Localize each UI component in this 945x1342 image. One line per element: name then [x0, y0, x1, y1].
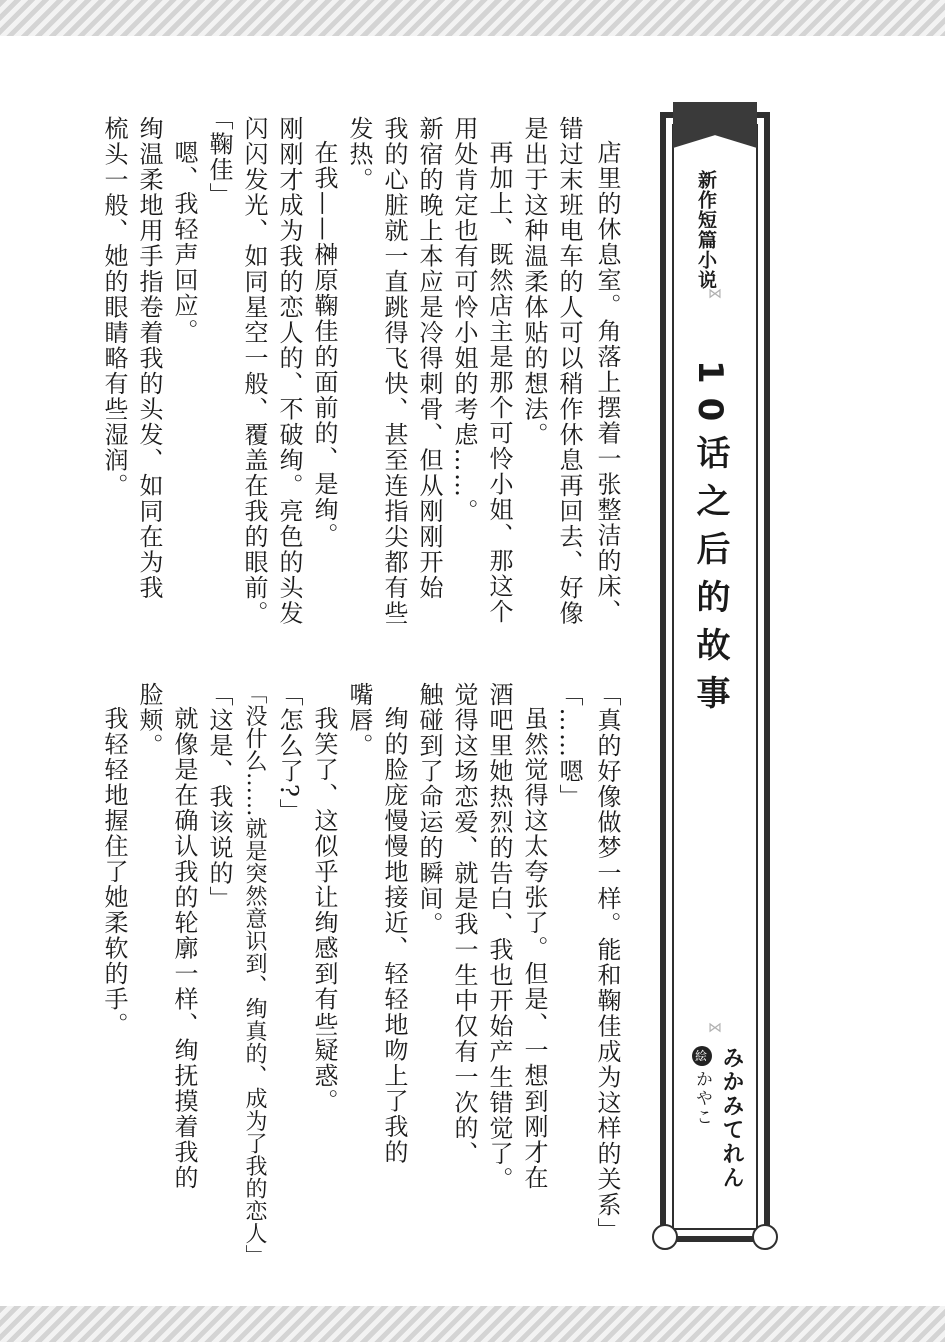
body-text-column: 店里的休息室。角落上摆着一张整洁的床、 — [593, 140, 621, 625]
body-text-column: 我轻轻地握住了她柔软的手。 — [100, 706, 128, 1038]
body-text-column: 触碰到了命运的瞬间。 — [415, 682, 443, 937]
frame-corner-ornament — [652, 1224, 678, 1250]
body-text-column: 脸颊。 — [135, 682, 163, 759]
body-text-column: 梳头一般、她的眼睛略有些湿润。 — [100, 116, 128, 499]
body-text-column: 「怎么了?」 — [275, 682, 303, 824]
bottom-border-pattern — [0, 1306, 945, 1342]
body-text-column: 嗯、我轻声回应。 — [170, 140, 198, 344]
illustrator-credit — [690, 1046, 715, 1127]
body-text-column: 「这是、我该说的」 — [205, 682, 233, 912]
illustrator-name: かやこ — [692, 1070, 712, 1127]
body-text-column: 闪闪发光、如同星空一般、覆盖在我的眼前。 — [240, 116, 268, 626]
body-text-column: 「没什么……就是突然意识到、绚真的、成为了我的恋人」 — [242, 682, 267, 1267]
body-text-column: 刚刚才成为我的恋人的、不破绚。亮色的头发 — [275, 116, 303, 626]
body-text-column: 错过末班电车的人可以稍作休息再回去、好像 — [555, 116, 583, 626]
body-text-column: 再加上、既然店主是那个可怜小姐、那这个 — [485, 140, 513, 625]
series-tag: 新作短篇小说 — [695, 170, 717, 290]
illustrator-badge: 絵 — [692, 1046, 712, 1066]
body-text-column: 酒吧里她热烈的告白、我也开始产生错觉了。 — [485, 682, 513, 1192]
body-text-column: 新宿的晚上本应是冷得刺骨、但从刚刚开始 — [415, 116, 443, 601]
body-text-column: 是出于这种温柔体贴的想法。 — [520, 116, 548, 448]
body-text-column: 「鞠佳」 — [205, 106, 233, 208]
body-text-column: 在我——榊原鞠佳的面前的、是绚。 — [310, 140, 338, 548]
bow-ornament-icon: ⋈ — [708, 1020, 722, 1036]
body-text-column: 我的心脏就一直跳得飞快、甚至连指尖都有些 — [380, 116, 408, 626]
body-text-column: 虽然觉得这太夸张了。但是、一想到刚才在 — [520, 706, 548, 1191]
body-text-column: 发热。 — [345, 116, 373, 193]
body-text-column: 「……嗯」 — [555, 682, 583, 810]
body-text-column: 用处肯定也有可怜小姐的考虑……。 — [450, 116, 478, 524]
frame-corner-ornament — [752, 1224, 778, 1250]
story-title: 10话之后的故事 — [690, 360, 730, 724]
body-text-column: 绚的脸庞慢慢地接近、轻轻地吻上了我的 — [380, 706, 408, 1165]
author-name: みかみてれん — [719, 1046, 744, 1190]
body-text-column: 嘴唇。 — [345, 682, 373, 759]
body-text-column: 「真的好像做梦一样。能和鞠佳成为这样的关系」 — [593, 682, 621, 1243]
top-border-pattern — [0, 0, 945, 36]
body-text-column: 觉得这场恋爱、就是我一生中仅有一次的、 — [450, 682, 478, 1167]
body-text-column: 就像是在确认我的轮廓一样、绚抚摸着我的 — [170, 706, 198, 1191]
body-text-column: 绚温柔地用手指卷着我的头发、如同在为我 — [135, 116, 163, 601]
bow-ornament-icon: ⋈ — [708, 286, 722, 302]
body-text-column: 我笑了、这似乎让绚感到有些疑惑。 — [310, 706, 338, 1114]
